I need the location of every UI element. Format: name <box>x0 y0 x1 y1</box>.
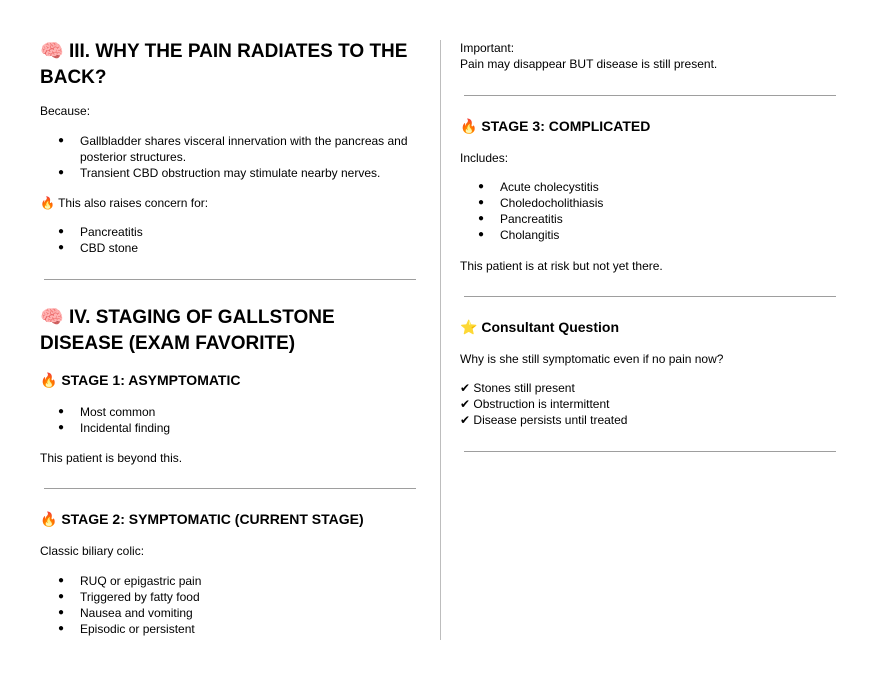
because-text: Because: <box>40 104 91 118</box>
stage-3-note: This patient is at risk but not yet there. <box>460 259 663 273</box>
concern-line <box>40 195 208 211</box>
list-item: ● Transient CBD obstruction may stimulate nearby nerves. <box>40 165 420 181</box>
fire-icon: 🔥 <box>460 119 478 135</box>
list-item: ● Choledocholithiasis <box>460 195 840 211</box>
section-3-title-line2: BACK? <box>40 67 107 88</box>
stage-1-note: This patient is beyond this. <box>40 451 183 465</box>
check-icon: ✔ <box>460 381 471 395</box>
check-item: ✔ Stones still present <box>460 381 575 395</box>
because-list <box>40 133 420 181</box>
stage-2-list <box>40 573 420 637</box>
brain-icon: 🧠 <box>40 306 64 328</box>
stage-3-intro: Includes: <box>460 151 509 165</box>
stage-1-heading <box>40 371 240 390</box>
consultant-question: Why is she still symptomatic even if no pain now? <box>460 352 724 366</box>
list-item: ● Episodic or persistent <box>40 621 420 637</box>
fire-icon: 🔥 <box>40 373 58 389</box>
list-item: ● Acute cholecystitis <box>460 179 840 195</box>
list-item: ● Nausea and vomiting <box>40 605 420 621</box>
list-item: ● Incidental finding <box>40 420 420 436</box>
section-divider <box>464 451 836 452</box>
check-icon: ✔ <box>460 413 471 427</box>
star-icon: ⭐ <box>460 320 478 336</box>
stage-2-title: STAGE 2: SYMPTOMATIC (CURRENT STAGE) <box>61 511 364 527</box>
section-divider <box>464 95 836 96</box>
section-divider <box>44 488 416 489</box>
check-item: ✔ Obstruction is intermittent <box>460 397 610 411</box>
section-4-heading <box>40 304 420 357</box>
stage-3-title: STAGE 3: COMPLICATED <box>481 118 651 134</box>
stage-1-title: STAGE 1: ASYMPTOMATIC <box>61 372 241 388</box>
stage-2-intro: Classic biliary colic: <box>40 544 145 558</box>
list-item: ● Cholangitis <box>460 227 840 243</box>
stage-2-heading <box>40 510 364 529</box>
consultant-answers <box>460 380 627 428</box>
list-item: ● CBD stone <box>40 240 420 256</box>
stage-1-list <box>40 404 420 436</box>
list-item: ● Triggered by fatty food <box>40 589 420 605</box>
important-label: Important: <box>460 41 515 55</box>
concern-list <box>40 224 420 256</box>
consultant-heading <box>460 318 619 337</box>
stage-3-list <box>460 179 840 243</box>
section-3-title-line1: III. WHY THE PAIN RADIATES TO THE <box>68 41 408 62</box>
important-text: Pain may disappear BUT disease is still present. <box>460 57 718 71</box>
consultant-title: Consultant Question <box>481 319 619 335</box>
concern-text: This also raises concern for: <box>58 196 209 210</box>
section-4-title-line1: IV. STAGING OF GALLSTONE <box>68 307 335 328</box>
stage-3-heading <box>460 117 650 136</box>
fire-icon: 🔥 <box>40 196 55 210</box>
section-4-title-line2: DISEASE (EXAM FAVORITE) <box>40 333 296 354</box>
check-icon: ✔ <box>460 397 471 411</box>
section-3-heading <box>40 38 420 91</box>
list-item: ● Pancreatitis <box>40 224 420 240</box>
section-divider <box>464 296 836 297</box>
check-item: ✔ Disease persists until treated <box>460 413 628 427</box>
brain-icon: 🧠 <box>40 40 64 62</box>
fire-icon: 🔥 <box>40 512 58 528</box>
list-item: ● Most common <box>40 404 420 420</box>
list-item: ● RUQ or epigastric pain <box>40 573 420 589</box>
section-divider <box>44 279 416 280</box>
list-item: ● Pancreatitis <box>460 211 840 227</box>
list-item: ● Gallbladder shares visceral innervation with the pancreas and posterior structures. <box>40 133 420 165</box>
column-divider <box>440 40 441 640</box>
